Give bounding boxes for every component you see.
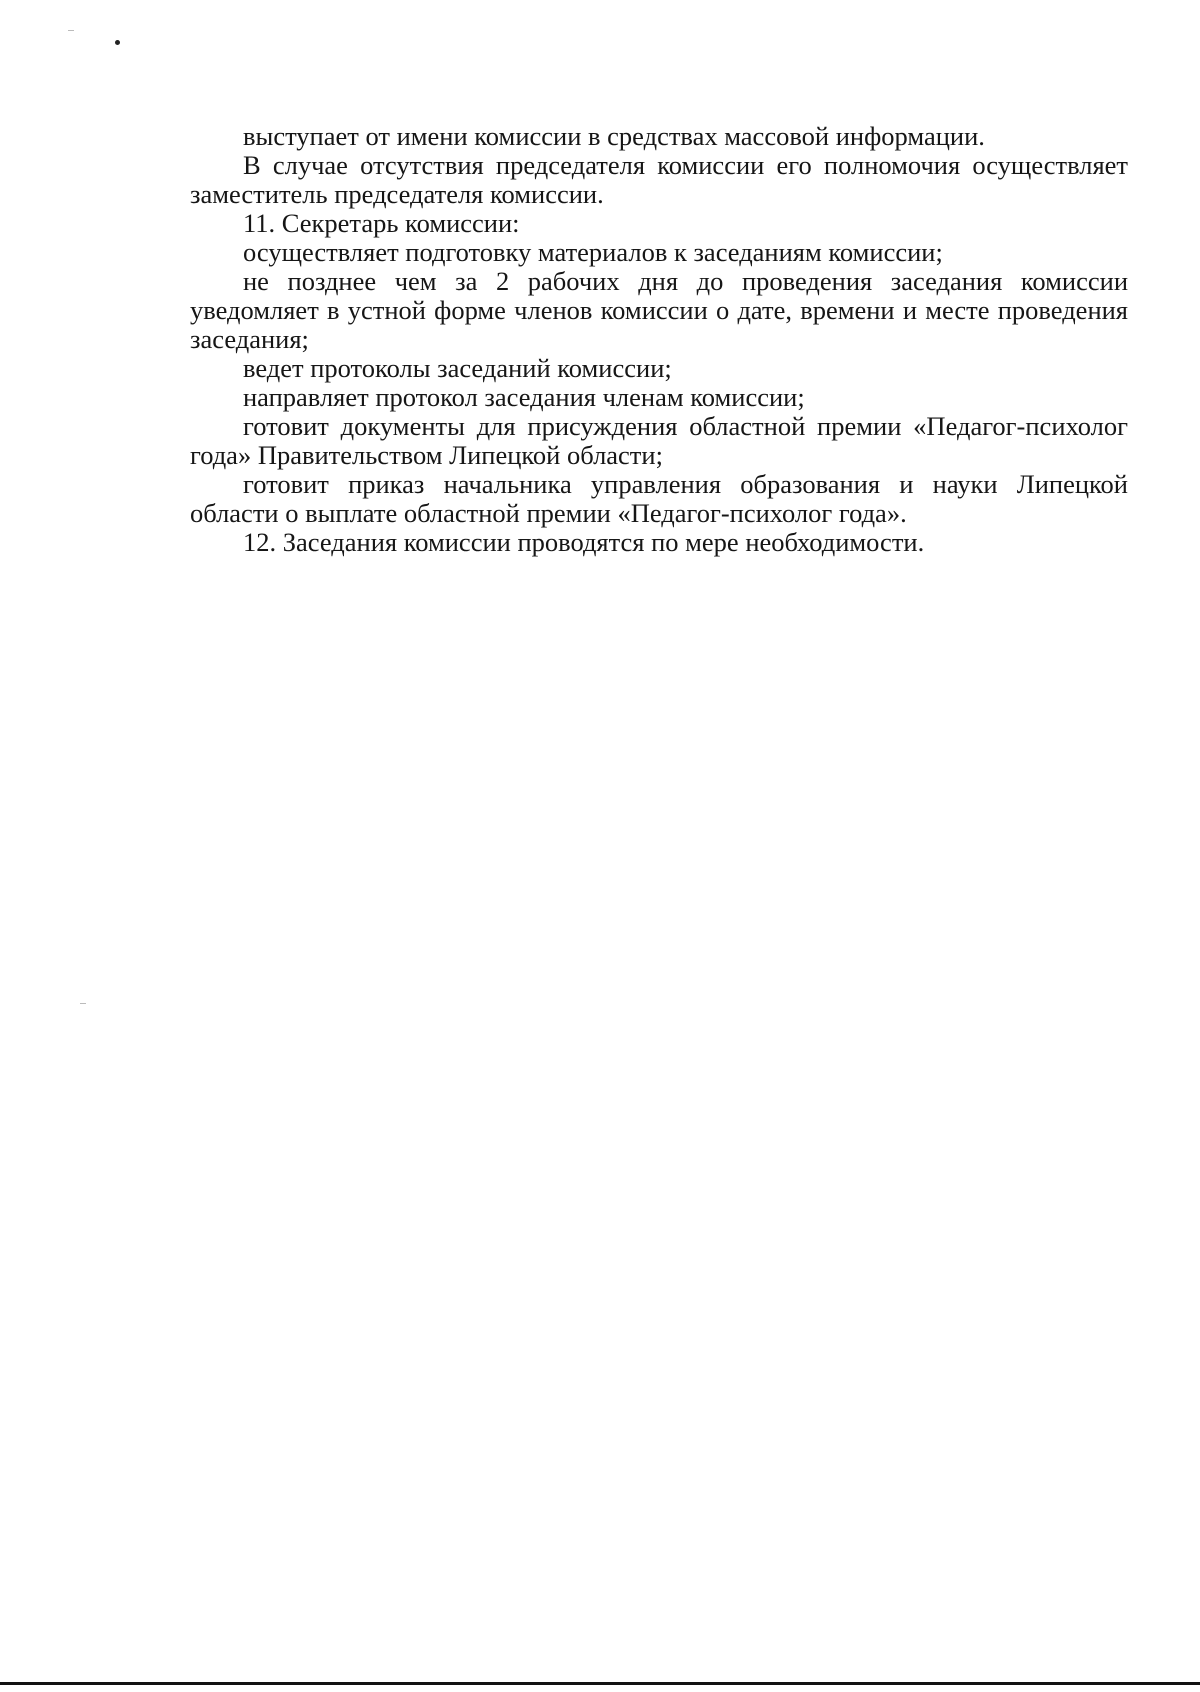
paragraph: 12. Заседания комиссии проводятся по мере необходимости. [243,527,925,557]
paragraph: В случае отсутствия председателя комиссии его полномочия осуществляет заместитель председателя комиссии. [190,150,1128,209]
paragraph: осуществляет подготовку материалов к заседаниям комиссии; [243,237,943,267]
paragraph: ведет протоколы заседаний комиссии; [243,353,672,383]
paragraph: не позднее чем за 2 рабочих дня до проведения заседания комиссии уведомляет в устной форме членов комиссии о дате, времени и месте проведения заседания; [190,266,1128,354]
paragraph: 11. Секретарь комиссии: [243,208,520,238]
paragraph: направляет протокол заседания членам комиссии; [243,382,805,412]
scan-bottom-edge [0,1682,1200,1685]
paragraph: выступает от имени комиссии в средствах массовой информации. [243,121,985,151]
paragraph: готовит документы для присуждения областной премии «Педагог-психолог года» Правительством Липецкой области; [190,411,1128,470]
scan-speck [80,1003,86,1004]
document-body [190,122,1128,557]
scan-mark [115,40,120,45]
paragraph: готовит приказ начальника управления образования и науки Липецкой области о выплате областной премии «Педагог-психолог года». [190,469,1128,528]
scan-speck [68,30,74,31]
